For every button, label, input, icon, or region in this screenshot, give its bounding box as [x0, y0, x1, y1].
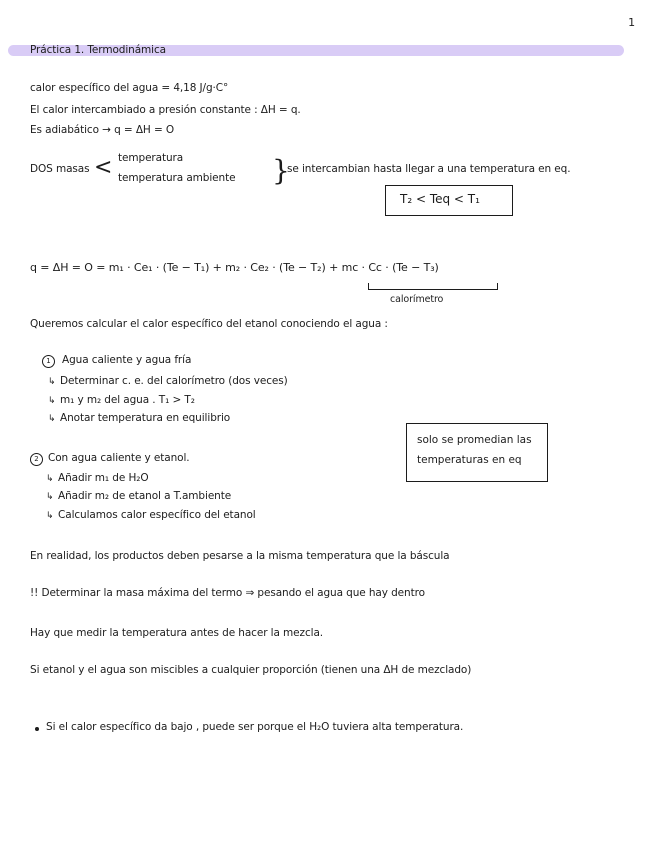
two-masses-label: DOS masas — [30, 163, 90, 175]
arrow-icon: ↳ — [48, 377, 56, 387]
arrow-icon: ↳ — [46, 474, 54, 484]
two-masses-result: se intercambian hasta llegar a una temperatura en eq. — [287, 163, 571, 175]
note-line-1: solo se promedian las — [417, 434, 532, 446]
adiabatic-line: Es adiabático → q = ΔH = O — [30, 124, 175, 136]
page-title: Práctica 1. Termodinámica — [30, 44, 167, 56]
section-2-item-2: Añadir m₂ de etanol a T.ambiente — [58, 490, 232, 502]
bullet-icon — [35, 727, 39, 731]
note-box — [406, 423, 548, 482]
page-number: 1 — [628, 16, 635, 29]
less-than-brace: < — [94, 155, 113, 180]
section-2-item-1: Añadir m₁ de H₂O — [58, 472, 149, 484]
remark-2: !! Determinar la masa máxima del termo ⇒ pesando el agua que hay dentro — [30, 587, 425, 599]
energy-balance-equation: q = ΔH = O = m₁ · Ce₁ · (Te − T₁) + m₂ · Ce₂ · (Te − T₂) + mc · Cc · (Te − T₃) — [30, 261, 439, 274]
section-2-item-3: Calculamos calor específico del etanol — [58, 509, 256, 521]
arrow-icon: ↳ — [48, 396, 56, 406]
calorimeter-label: calorímetro — [390, 294, 444, 305]
remark-3: Hay que medir la temperatura antes de hacer la mezcla. — [30, 627, 324, 639]
remark-4: Si etanol y el agua son miscibles a cualquier proporción (tienen una ΔH de mezclado) — [30, 664, 472, 676]
arrow-icon: ↳ — [46, 511, 54, 521]
equilibrium-temperature-box — [385, 185, 513, 216]
specific-heat-line: calor específico del agua = 4,18 J/g·C° — [30, 82, 229, 94]
section-2-number: 2 — [30, 453, 43, 466]
two-masses-option-2: temperatura ambiente — [118, 172, 236, 184]
arrow-icon: ↳ — [46, 492, 54, 502]
section-1-item-1: Determinar c. e. del calorímetro (dos veces) — [60, 375, 288, 387]
note-line-2: temperaturas en eq — [417, 454, 522, 466]
section-1-heading: Agua caliente y agua fría — [62, 354, 192, 366]
equilibrium-relation: T₂ < Teq < T₁ — [400, 192, 480, 206]
section-1-number: 1 — [42, 355, 55, 368]
two-masses-option-1: temperatura — [118, 152, 184, 164]
exchanged-heat-line: El calor intercambiado a presión constante : ΔH = q. — [30, 104, 301, 116]
calorimeter-bracket — [368, 283, 498, 290]
objective-line: Queremos calcular el calor específico del etanol conociendo el agua : — [30, 318, 388, 330]
arrow-icon: ↳ — [48, 414, 56, 424]
remark-1: En realidad, los productos deben pesarse a la misma temperatura que la báscula — [30, 550, 450, 562]
section-1-item-3: Anotar temperatura en equilibrio — [60, 412, 231, 424]
section-2-heading: Con agua caliente y etanol. — [48, 452, 190, 464]
section-1-item-2: m₁ y m₂ del agua . T₁ > T₂ — [60, 394, 195, 406]
bullet-note: Si el calor específico da bajo , puede ser porque el H₂O tuviera alta temperatura. — [46, 721, 464, 733]
right-brace: } — [272, 154, 290, 187]
